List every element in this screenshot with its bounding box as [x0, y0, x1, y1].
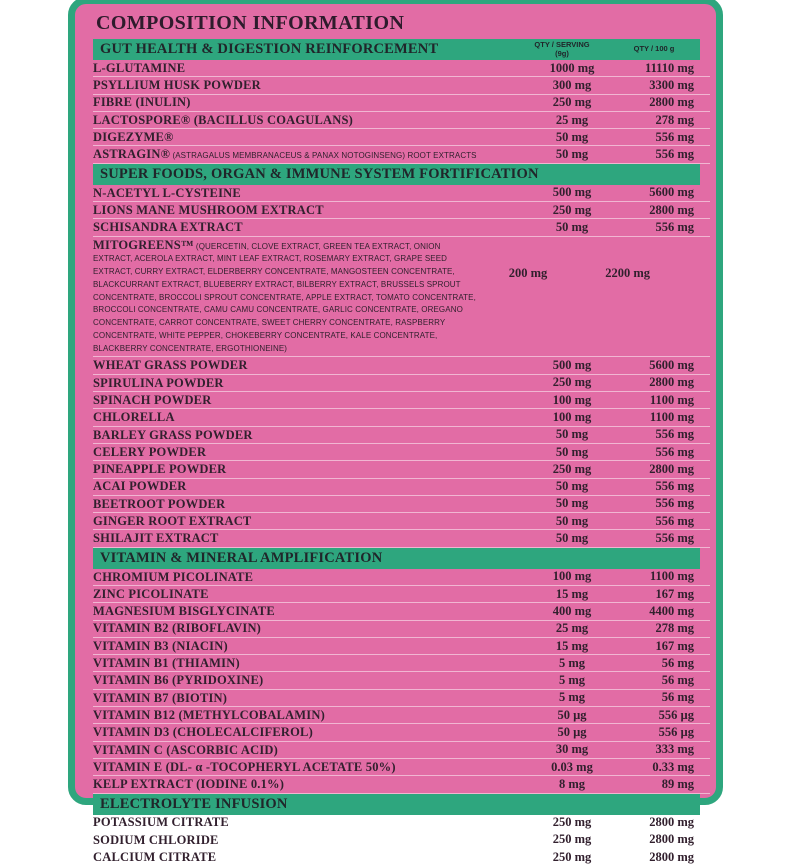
ingredient-name: BARLEY GRASS POWDER	[93, 427, 253, 442]
qty-per-serving-value: 50 µg	[557, 725, 587, 739]
ingredient-row	[93, 690, 710, 707]
qty-per-serving-value: 15 mg	[555, 586, 589, 601]
qty-per-serving-value: 15 mg	[555, 638, 589, 653]
qty-per-100g-value: 56 mg	[661, 655, 694, 670]
qty-per-serving-value: 250 mg	[552, 815, 592, 830]
qty-per-100g-value: 2800 mg	[649, 461, 694, 476]
ingredient-row	[93, 95, 710, 112]
ingredient-name: SHILAJIT EXTRACT	[93, 531, 219, 546]
section-header-bar	[93, 548, 700, 569]
ingredient-row	[93, 60, 710, 77]
ingredient-row	[93, 724, 710, 741]
ingredient-name: MITOGREENS™ (QUERCETIN, CLOVE EXTRACT, GREEN TEA EXTRACT, ONION EXTRACT, ACEROLA EXTRACT, MINT LEAF EXTRACT, ROSEMARY EXTRACT, GRAPE SEED EXTRACT, CURRY EXTRACT, ELDERBERRY CONCENTRATE, MANGOSTEEN CONCENTRATE, BLACKCURRANT EXTRACT, BLUEBERRY EXTRACT, BILBERRY EXTRACT, BRUSSELS SPROUT CONCENTRATE, BROCCOLI SPROUT CONCENTRATE, APPLE EXTRACT, TOMATO CONCENTRATE, BROCCOLI CONCENTRATE, CAMU CAMU CONCENTRATE, GARLIC CONCENTRATE, OREGANO CONCENTRATE, CARROT CONCENTRATE, SWEET CHERRY CONCENTRATE, RASPBERRY CONCENTRATE, WHITE PEPPER, CHOKEBERRY CONCENTRATE, KALE CONCENTRATE, BLACKBERRY CONCENTRATE, ERGOTHIONEINE)	[93, 237, 476, 353]
ingredient-row	[93, 707, 710, 724]
ingredient-detail: (QUERCETIN, CLOVE EXTRACT, GREEN TEA EXTRACT, ONION EXTRACT, ACEROLA EXTRACT, MINT LEAF EXTRACT, ROSEMARY EXTRACT, GRAPE SEED EXTRACT, CURRY EXTRACT, ELDERBERRY CONCENTRATE, MANGOSTEEN CONCENTRATE, BLACKCURRANT EXTRACT, BLUEBERRY EXTRACT, BILBERRY EXTRACT, BRUSSELS SPROUT CONCENTRATE, BROCCOLI SPROUT CONCENTRATE, APPLE EXTRACT, TOMATO CONCENTRATE, BROCCOLI CONCENTRATE, CAMU CAMU CONCENTRATE, GARLIC CONCENTRATE, OREGANO CONCENTRATE, CARROT CONCENTRATE, SWEET CHERRY CONCENTRATE, RASPBERRY CONCENTRATE, WHITE PEPPER, CHOKEBERRY CONCENTRATE, KALE CONCENTRATE, BLACKBERRY CONCENTRATE, ERGOTHIONEINE)	[93, 241, 476, 353]
ingredient-row	[93, 129, 710, 146]
qty-per-serving-value: 200 mg	[508, 265, 548, 280]
ingredient-name: SODIUM CHLORIDE	[93, 832, 219, 847]
ingredient-row	[93, 479, 710, 496]
ingredient-name: CELERY POWDER	[93, 444, 207, 459]
section-rows	[93, 815, 710, 866]
qty-per-serving-value: 50 mg	[555, 444, 589, 459]
ingredient-row	[93, 496, 710, 513]
ingredient-name: WHEAT GRASS POWDER	[93, 358, 248, 373]
qty-per-serving-value: 5 mg	[558, 690, 586, 705]
ingredient-name: MAGNESIUM BISGLYCINATE	[93, 604, 275, 619]
qty-per-100g-value: 1100 mg	[649, 392, 694, 407]
section-header-bar	[93, 164, 700, 185]
ingredient-row	[93, 357, 710, 374]
ingredient-row	[93, 444, 710, 461]
qty-per-serving-value: 50 µg	[557, 707, 587, 722]
qty-per-100g-value: 556 mg	[655, 220, 694, 235]
ingredient-name: ACAI POWDER	[93, 479, 187, 494]
ingredient-row	[93, 569, 710, 586]
ingredient-name: N-ACETYL L-CYSTEINE	[93, 185, 241, 200]
ingredient-name: VITAMIN B2 (RIBOFLAVIN)	[93, 621, 262, 636]
ingredient-name: SPINACH POWDER	[93, 392, 212, 407]
qty-per-100g-value: 2800 mg	[649, 849, 694, 864]
ingredient-detail: (ASTRAGALUS MEMBRANACEUS & PANAX NOTOGINSENG) ROOT EXTRACTS	[170, 151, 477, 161]
ingredient-name: VITAMIN B1 (THIAMIN)	[93, 656, 240, 671]
qty-per-100g-value: 556 mg	[655, 531, 694, 546]
ingredient-row	[93, 586, 710, 603]
qty-per-100g-value: 89 mg	[661, 776, 694, 791]
ingredient-row	[93, 621, 710, 638]
ingredient-row	[93, 513, 710, 530]
ingredient-name: BEETROOT POWDER	[93, 496, 226, 511]
qty-per-serving-value: 50 mg	[555, 147, 589, 162]
qty-per-100g-value: 56 mg	[661, 690, 694, 705]
qty-per-serving-value: 250 mg	[552, 95, 592, 110]
ingredient-row	[93, 655, 710, 672]
ingredient-name: ZINC PICOLINATE	[93, 586, 209, 601]
qty-per-serving-value: 100 mg	[552, 569, 592, 584]
qty-per-serving-value: 50 mg	[555, 496, 589, 511]
qty-per-100g-value: 1100 mg	[649, 409, 694, 424]
ingredient-row	[93, 832, 710, 849]
ingredient-name: L-GLUTAMINE	[93, 60, 186, 75]
ingredient-row	[93, 427, 710, 444]
ingredient-name: CHLORELLA	[93, 410, 175, 425]
section-title: ELECTROLYTE INFUSION	[100, 795, 288, 812]
section-title: VITAMIN & MINERAL AMPLIFICATION	[100, 549, 383, 566]
ingredient-row	[93, 237, 710, 358]
ingredient-row	[93, 672, 710, 689]
qty-per-serving-value: 100 mg	[552, 409, 592, 424]
page-title: COMPOSITION INFORMATION	[96, 12, 405, 34]
ingredient-row	[93, 77, 710, 94]
qty-per-serving-value: 500 mg	[552, 185, 592, 200]
section-rows	[93, 60, 710, 164]
ingredient-row	[93, 392, 710, 409]
ingredient-name: PSYLLIUM HUSK POWDER	[93, 78, 261, 93]
ingredient-row	[93, 742, 710, 759]
qty-per-serving-value: 30 mg	[555, 742, 589, 757]
ingredient-name: CALCIUM CITRATE	[93, 850, 217, 865]
ingredient-name: KELP EXTRACT (IODINE 0.1%)	[93, 777, 285, 792]
qty-per-100g-value: 2200 mg	[605, 265, 650, 280]
qty-per-100g-value: 556 mg	[655, 444, 694, 459]
ingredient-row	[93, 146, 710, 163]
qty-per-100g-value: 56 mg	[661, 673, 694, 688]
ingredient-row	[93, 202, 710, 219]
column-header-qty-serving: QTY / SERVING (9g)	[534, 39, 590, 58]
qty-per-100g-value: 3300 mg	[649, 77, 694, 92]
qty-per-100g-value: 2800 mg	[649, 375, 694, 390]
ingredient-name: CHROMIUM PICOLINATE	[93, 569, 254, 584]
qty-per-100g-value: 167 mg	[655, 638, 694, 653]
qty-per-100g-value: 556 mg	[655, 496, 694, 511]
qty-per-100g-value: 5600 mg	[649, 358, 694, 373]
qty-per-serving-value: 250 mg	[552, 202, 592, 217]
qty-per-100g-value: 2800 mg	[649, 832, 694, 847]
section-header-bar	[93, 794, 700, 815]
qty-per-serving-value: 5 mg	[558, 673, 586, 688]
ingredient-name: FIBRE (INULIN)	[93, 95, 191, 110]
ingredient-name: PINEAPPLE POWDER	[93, 462, 227, 477]
qty-per-100g-value: 556 µg	[658, 725, 694, 739]
ingredient-row	[93, 759, 710, 776]
qty-per-serving-value: 100 mg	[552, 392, 592, 407]
qty-per-serving-value: 400 mg	[552, 603, 592, 618]
ingredient-name: VITAMIN B6 (PYRIDOXINE)	[93, 673, 264, 688]
ingredient-row	[93, 776, 710, 793]
ingredient-row	[93, 219, 710, 236]
ingredient-name: VITAMIN B7 (BIOTIN)	[93, 690, 228, 705]
qty-per-100g-value: 278 mg	[655, 621, 694, 636]
qty-per-100g-value: 556 mg	[655, 147, 694, 162]
qty-per-100g-value: 278 mg	[655, 112, 694, 127]
qty-per-serving-value: 50 mg	[555, 531, 589, 546]
qty-per-serving-value: 8 mg	[558, 776, 586, 791]
ingredient-name: SPIRULINA POWDER	[93, 375, 224, 390]
ingredient-name: GINGER ROOT EXTRACT	[93, 513, 252, 528]
composition-label-panel	[68, 0, 723, 865]
ingredient-name: VITAMIN B3 (NIACIN)	[93, 638, 228, 653]
ingredient-name: VITAMIN D3 (CHOLECALCIFEROL)	[93, 725, 313, 740]
qty-per-100g-value: 1100 mg	[649, 569, 694, 584]
qty-per-serving-value: 25 mg	[555, 112, 589, 127]
qty-per-100g-value: 167 mg	[655, 586, 694, 601]
ingredient-section	[93, 39, 710, 164]
qty-per-serving-value: 250 mg	[552, 461, 592, 476]
column-headers	[512, 41, 700, 58]
qty-per-serving-value: 0.03 mg	[551, 759, 593, 774]
ingredient-row	[93, 185, 710, 202]
column-header-qty-100g: QTY / 100 g	[633, 44, 675, 54]
qty-per-100g-value: 2800 mg	[649, 95, 694, 110]
qty-per-serving-value: 25 mg	[555, 621, 589, 636]
qty-per-serving-value: 250 mg	[552, 849, 592, 864]
ingredient-row	[93, 638, 710, 655]
ingredient-row	[93, 849, 710, 866]
ingredient-name: VITAMIN C (ASCORBIC ACID)	[93, 742, 278, 757]
qty-per-serving-value: 250 mg	[552, 832, 592, 847]
ingredient-row	[93, 603, 710, 620]
ingredient-section	[93, 794, 710, 866]
section-header-bar	[93, 39, 700, 60]
ingredient-name: VITAMIN B12 (METHYLCOBALAMIN)	[93, 707, 325, 722]
ingredient-row	[93, 815, 710, 832]
ingredient-name: DIGEZYME®	[93, 130, 174, 145]
ingredient-row	[93, 409, 710, 426]
qty-per-serving-value: 50 mg	[555, 129, 589, 144]
qty-per-100g-value: 11110 mg	[645, 60, 694, 75]
qty-per-serving-value: 1000 mg	[549, 60, 595, 75]
qty-per-100g-value: 5600 mg	[649, 185, 694, 200]
qty-per-100g-value: 556 µg	[658, 707, 694, 722]
qty-per-serving-value: 50 mg	[555, 479, 589, 494]
qty-per-serving-value: 5 mg	[558, 655, 586, 670]
qty-per-100g-value: 556 mg	[655, 513, 694, 528]
ingredient-row	[93, 461, 710, 478]
qty-per-100g-value: 0.33 mg	[652, 759, 694, 774]
ingredient-name: ASTRAGIN® (ASTRAGALUS MEMBRANACEUS & PANAX NOTOGINSENG) ROOT EXTRACTS	[93, 147, 477, 162]
sections-container	[93, 39, 710, 866]
qty-per-serving-value: 300 mg	[552, 77, 592, 92]
section-rows	[93, 185, 710, 548]
qty-per-serving-value: 250 mg	[552, 375, 592, 390]
ingredient-name: VITAMIN E (DL- α -TOCOPHERYL ACETATE 50%)	[93, 759, 396, 774]
ingredient-row	[93, 530, 710, 547]
ingredient-row	[93, 375, 710, 392]
ingredient-name: LACTOSPORE® (BACILLUS COAGULANS)	[93, 112, 353, 127]
qty-per-100g-value: 556 mg	[655, 479, 694, 494]
qty-per-100g-value: 4400 mg	[649, 603, 694, 618]
section-title: GUT HEALTH & DIGESTION REINFORCEMENT	[100, 41, 439, 57]
ingredient-name: POTASSIUM CITRATE	[93, 815, 229, 830]
ingredient-section	[93, 548, 710, 794]
ingredient-name: SCHISANDRA EXTRACT	[93, 220, 243, 235]
qty-per-100g-value: 2800 mg	[649, 815, 694, 830]
section-title: SUPER FOODS, ORGAN & IMMUNE SYSTEM FORTIFICATION	[100, 165, 539, 182]
qty-per-100g-value: 2800 mg	[649, 202, 694, 217]
qty-per-serving-value: 50 mg	[555, 427, 589, 442]
qty-per-100g-value: 556 mg	[655, 129, 694, 144]
ingredient-section	[93, 164, 710, 548]
qty-per-100g-value: 556 mg	[655, 427, 694, 442]
section-rows	[93, 569, 710, 794]
ingredient-name: LIONS MANE MUSHROOM EXTRACT	[93, 202, 324, 217]
qty-per-100g-value: 333 mg	[655, 742, 694, 757]
qty-per-serving-value: 500 mg	[552, 358, 592, 373]
ingredient-row	[93, 112, 710, 129]
qty-per-serving-value: 50 mg	[555, 513, 589, 528]
qty-per-serving-value: 50 mg	[555, 220, 589, 235]
